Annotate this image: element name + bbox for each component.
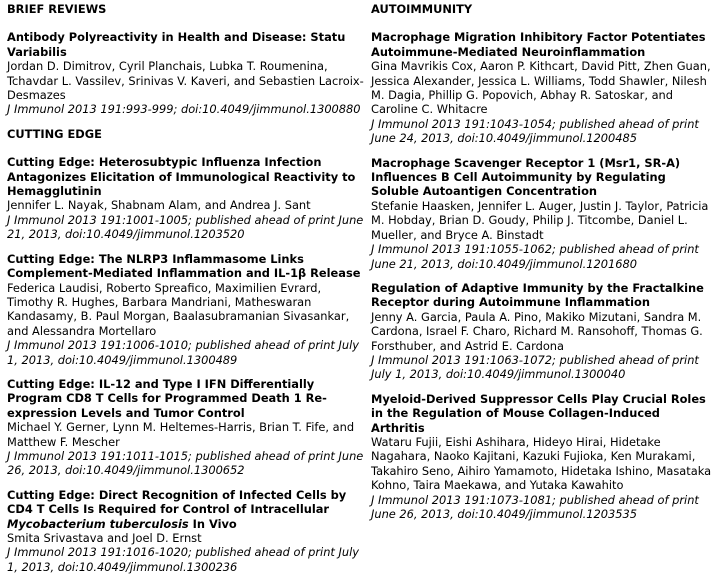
section-heading-cutting-edge: CUTTING EDGE xyxy=(7,126,102,141)
article-citation: J Immunol 2013 191:1006-1010; published ahead of print July 1, 2013, doi:10.4049/jimmunol.1300489 xyxy=(7,338,359,367)
article-authors: Gina Mavrikis Cox, Aaron P. Kithcart, David Pitt, Zhen Guan, Jessica Alexander, Jessica L. Williams, Todd Shawler, Nilesh M. Dagia, Phillip G. Popovich, Abhay R. Satoskar, and Caroline C. Whitacre xyxy=(371,59,711,117)
article-title-link[interactable]: Antibody Polyreactivity in Health and Disease: Statu Variabilis xyxy=(7,30,346,59)
article-title-link[interactable]: Myeloid-Derived Suppressor Cells Play Crucial Roles in the Regulation of Mouse Collagen-Induced Arthritis xyxy=(371,391,706,435)
left-column xyxy=(7,2,365,584)
article-title-link[interactable]: Cutting Edge: Heterosubtypic Influenza Infection Antagonizes Elicitation of Immunological Reactivity to Hemagglutinin xyxy=(7,155,356,199)
article-authors: Jennifer L. Nayak, Shabnam Alam, and Andrea J. Sant xyxy=(7,198,311,213)
article-authors: Smita Srivastava and Joel D. Ernst xyxy=(7,531,202,545)
article-citation: J Immunol 2013 191:993-999; doi:10.4049/jimmunol.1300880 xyxy=(7,102,361,117)
article-title-link[interactable]: Macrophage Migration Inhibitory Factor Potentiates Autoimmune-Mediated Neuroinflammation xyxy=(371,30,706,59)
article-authors: Michael Y. Gerner, Lynn M. Heltemes-Harris, Brian T. Fife, and Matthew F. Mescher xyxy=(7,420,355,449)
article-title-link[interactable] xyxy=(7,488,365,531)
article-citation: J Immunol 2013 191:1063-1072; published ahead of print July 1, 2013, doi:10.4049/jimmunol.1300040 xyxy=(371,352,699,382)
article-authors: Jenny A. Garcia, Paula A. Pino, Makiko Mizutani, Sandra M. Cardona, Israel F. Charo, Richard M. Ransohoff, Thomas G. Forsthuber, and Astrid E. Cardona xyxy=(371,309,703,353)
title-text: In Vivo xyxy=(188,516,237,531)
article-entry xyxy=(7,488,365,574)
article-title-link[interactable]: Cutting Edge: The NLRP3 Inflammasome Links Complement-Mediated Inflammation and IL-1β Release xyxy=(7,251,361,281)
article-citation: J Immunol 2013 191:1001-1005; published ahead of print June 21, 2013, doi:10.4049/jimmunol.1203520 xyxy=(7,212,364,242)
article-entry xyxy=(7,252,365,367)
article-entry xyxy=(7,30,365,116)
right-column xyxy=(371,2,716,531)
section-heading-autoimmunity: AUTOIMMUNITY xyxy=(371,2,473,16)
article-entry xyxy=(7,377,365,478)
article-entry xyxy=(371,156,716,271)
article-authors: Stefanie Haasken, Jennifer L. Auger, Justin J. Taylor, Patricia M. Hobday, Brian D. Goudy, Philip J. Titcombe, Daniel L. Mueller, and Bryce A. Binstadt xyxy=(371,198,709,242)
title-italic-species: Mycobacterium tuberculosis xyxy=(7,516,189,531)
article-authors: Jordan D. Dimitrov, Cyril Planchais, Lubka T. Roumenina, Tchavdar L. Vassilev, Srinivas V. Kaveri, and Sebastien Lacroix-Desmazes xyxy=(7,59,364,103)
article-title-link[interactable]: Regulation of Adaptive Immunity by the Fractalkine Receptor during Autoimmune Inflammation xyxy=(371,280,704,310)
article-citation: J Immunol 2013 191:1011-1015; published ahead of print June 26, 2013, doi:10.4049/jimmunol.1300652 xyxy=(7,448,364,478)
section-heading-brief-reviews: BRIEF REVIEWS xyxy=(7,2,107,16)
article-citation: J Immunol 2013 191:1073-1081; published ahead of print June 26, 2013, doi:10.4049/jimmunol.1203535 xyxy=(371,492,699,521)
article-entry xyxy=(371,30,716,145)
article-citation: J Immunol 2013 191:1016-1020; published ahead of print July 1, 2013, doi:10.4049/jimmunol.1300236 xyxy=(7,545,359,574)
title-text: Cutting Edge: Direct Recognition of Infected Cells by CD4 T Cells Is Required for Control of Intracellular xyxy=(7,487,347,517)
article-citation: J Immunol 2013 191:1055-1062; published ahead of print June 21, 2013, doi:10.4049/jimmunol.1201680 xyxy=(371,242,699,271)
article-entry xyxy=(371,281,716,382)
article-entry xyxy=(7,155,365,241)
article-title-link[interactable]: Macrophage Scavenger Receptor 1 (Msr1, SR-A) Influences B Cell Autoimmunity by Regulating Soluble Autoantigen Concentration xyxy=(371,155,681,199)
article-citation: J Immunol 2013 191:1043-1054; published ahead of print June 24, 2013, doi:10.4049/jimmunol.1200485 xyxy=(371,116,699,146)
article-authors: Wataru Fujii, Eishi Ashihara, Hideyo Hirai, Hidetake Nagahara, Naoko Kajitani, Kazuki Fujioka, Ken Murakami, Takahiro Seno, Aihiro Yamamoto, Hidetaka Ishino, Masataka Kohno, Taira Maekawa, and Yutaka Kawahito xyxy=(371,434,712,493)
article-title-link[interactable]: Cutting Edge: IL-12 and Type I IFN Differentially Program CD8 T Cells for Programmed Death 1 Re-expression Levels and Tumor Control xyxy=(7,376,327,420)
article-entry xyxy=(371,392,716,522)
article-authors: Federica Laudisi, Roberto Spreafico, Maximilien Evrard, Timothy R. Hughes, Barbara Mandriani, Matheswaran Kandasamy, B. Paul Morgan, Baalasubramanian Sivasankar, and Alessandra Mortellaro xyxy=(7,280,350,338)
